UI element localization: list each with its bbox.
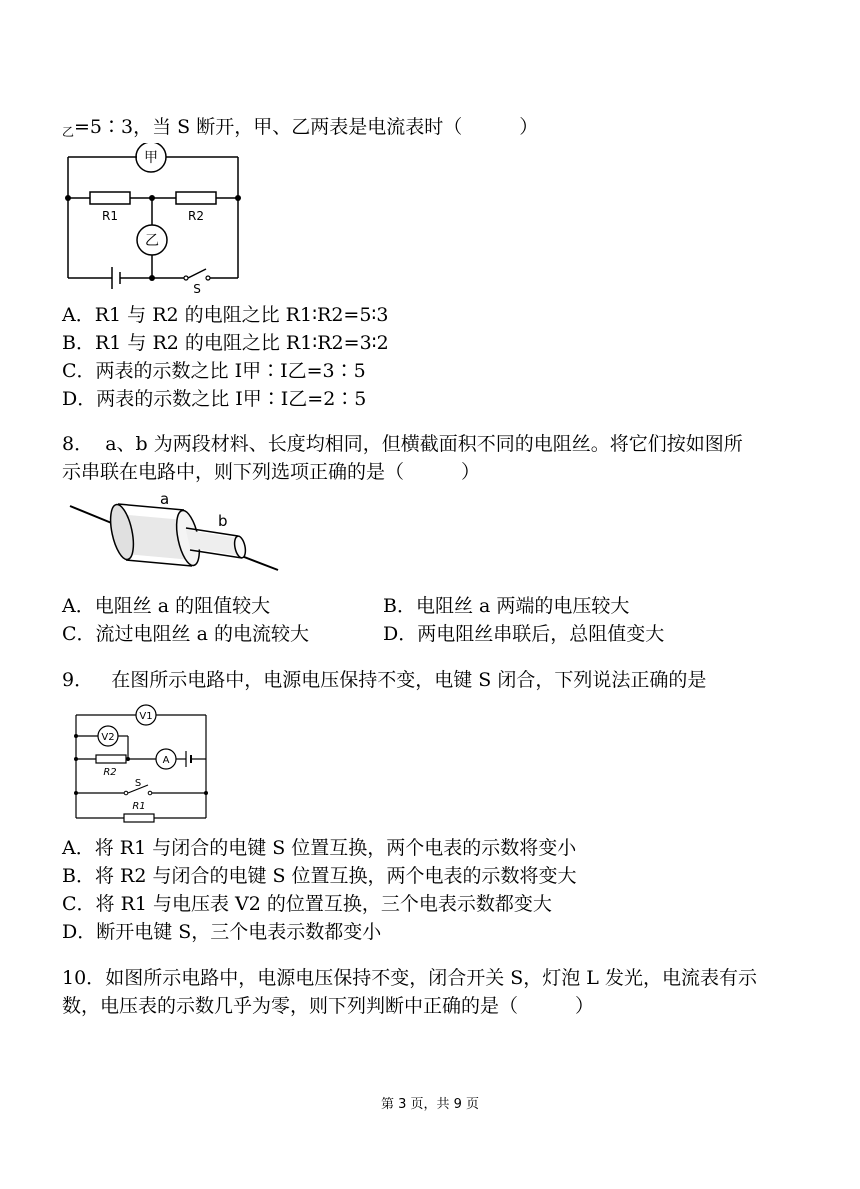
option-text: 断开电键 S，三个电表示数都变小 (96, 921, 382, 943)
option-text: R1 与 R2 的电阻之比 R1∶R2=5∶3 (94, 304, 389, 326)
wire-a-label: a (160, 490, 170, 508)
option-letter: A． (62, 304, 95, 326)
option-letter: B． (383, 595, 416, 617)
v1-label: V1 (139, 711, 153, 722)
meter-jia-label: 甲 (144, 150, 158, 166)
q8-option-c (62, 622, 309, 646)
q7-stem-text: =5∶3，当 S 断开，甲、乙两表是电流表时（ ） (74, 116, 539, 138)
q9-option-b (62, 864, 577, 888)
option-letter: A． (62, 595, 95, 617)
option-letter: D． (62, 388, 97, 410)
option-text: 将 R2 与闭合的电键 S 位置互换，两个电表的示数将变大 (94, 865, 577, 887)
option-text: 将 R1 与电压表 V2 的位置互换，三个电表示数都变大 (95, 893, 552, 915)
q8-option-d (383, 622, 664, 646)
q8-stem-text1: a、b 为两段材料、长度均相同，但横截面积不同的电阻丝。将它们按如图所 (105, 433, 743, 455)
option-text: 两表的示数之比 I甲∶I乙=3∶5 (95, 360, 366, 382)
q7-stem (62, 115, 538, 144)
q7-circuit-figure (60, 143, 250, 293)
q8-stem-line2 (62, 460, 480, 484)
option-letter: C． (62, 893, 96, 915)
q8-stem-text2: 示串联在电路中，则下列选项正确的是（ ） (62, 461, 481, 483)
q9-stem (62, 668, 706, 692)
option-letter: C． (62, 623, 96, 645)
wire-b-label: b (218, 512, 228, 530)
option-letter: D． (62, 921, 97, 943)
option-text: R1 与 R2 的电阻之比 R1∶R2=3∶2 (94, 332, 389, 354)
q7-option-b (62, 331, 389, 355)
q9-option-d (62, 920, 381, 944)
q9-option-a (62, 836, 576, 860)
q10-stem-line2 (62, 994, 594, 1018)
option-letter: B． (62, 332, 95, 354)
q8-option-b (383, 594, 629, 618)
q8-option-a (62, 594, 270, 618)
resistor-r1-icon (124, 814, 154, 822)
option-text: 电阻丝 a 的阻值较大 (94, 595, 271, 617)
switch-s-icon (188, 269, 206, 278)
q10-stem-text1: 如图所示电路中，电源电压保持不变，闭合开关 S，灯泡 L 发光，电流表有示 (105, 967, 757, 989)
q9-option-c (62, 892, 552, 916)
q7-option-c (62, 359, 366, 383)
meter-yi-label: 乙 (145, 233, 159, 249)
question-number: 8． (62, 433, 94, 455)
switch-s-label: S (134, 778, 142, 789)
resistor-r1-icon (90, 192, 130, 204)
q7-option-a (62, 303, 388, 327)
r1-label: R1 (132, 801, 146, 812)
option-text: 流过电阻丝 a 的电流较大 (95, 623, 309, 645)
a-label: A (162, 755, 170, 766)
q10-stem-line1 (62, 966, 757, 990)
r2-label: R2 (188, 209, 204, 223)
v2-label: V2 (101, 732, 115, 743)
r1-label: R1 (102, 209, 118, 223)
option-text: 两表的示数之比 I甲∶I乙=2∶5 (96, 388, 367, 410)
option-letter: D． (383, 623, 418, 645)
question-number: 10． (62, 967, 106, 989)
option-letter: B． (62, 865, 95, 887)
q7-stem-prefix: 乙 (62, 125, 75, 139)
option-letter: C． (62, 360, 96, 382)
option-letter: A． (62, 837, 95, 859)
option-text: 将 R1 与闭合的电键 S 位置互换，两个电表的示数将变小 (94, 837, 577, 859)
q9-stem-text: 在图所示电路中，电源电压保持不变，电键 S 闭合，下列说法正确的是 (111, 669, 707, 691)
q10-stem-text2: 数，电压表的示数几乎为零，则下列判断中正确的是（ ） (62, 995, 595, 1017)
r2-label: R2 (103, 767, 117, 778)
resistor-r2-icon (96, 755, 126, 763)
q9-circuit-figure (72, 703, 212, 823)
question-number: 9． (62, 669, 94, 691)
option-text: 电阻丝 a 两端的电压较大 (415, 595, 630, 617)
q8-resistance-wire-figure (66, 490, 286, 580)
switch-s-label: S (193, 282, 201, 293)
q8-stem-line1 (62, 432, 743, 456)
option-text: 两电阻丝串联后，总阻值变大 (417, 623, 665, 645)
q7-option-d (62, 387, 366, 411)
page-footer: 第 3 页，共 9 页 (380, 1097, 480, 1112)
resistor-r2-icon (176, 192, 216, 204)
